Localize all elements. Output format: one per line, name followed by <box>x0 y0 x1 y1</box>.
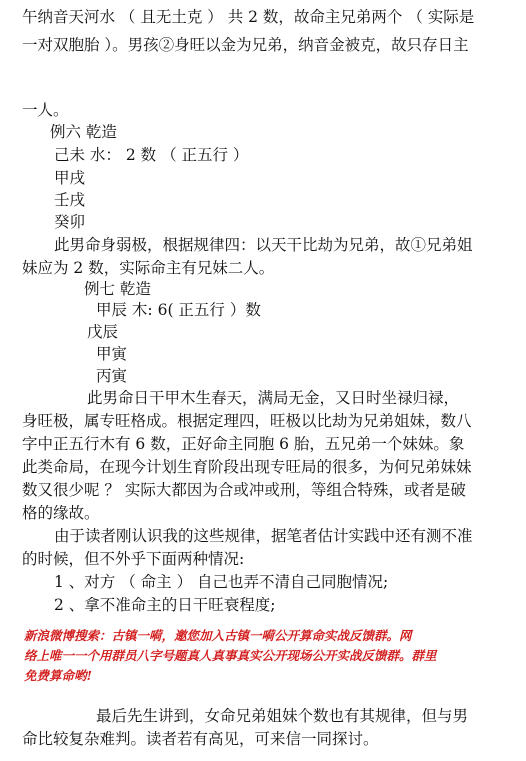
text-line-22: 由于读者刚认识我的这些规律，据笔者估计实践中还有测不准 <box>54 527 473 545</box>
text-line-20: 数又很少呢 ？ 实际大都因为合或冲或刑，等组合特殊，或者是破 <box>22 481 466 499</box>
text-line-23: 的时候，但不外乎下面两种情况: <box>22 550 245 568</box>
text-line-13: 戊辰 <box>87 323 119 341</box>
text-line-25: 2 、拿不准命主的日干旺衰程度; <box>54 596 276 614</box>
text-line-8: 癸卯 <box>54 213 86 231</box>
text-line-5: 己未 水： 2 数 （ 正五行 ） <box>54 146 249 164</box>
text-line-12: 甲辰 木: 6( 正五行 ）数 <box>96 301 261 319</box>
promo-line-1: 新浪微博搜索：古镇一嗬，邀您加入古镇一嗬公开算命实战反馈群。网 <box>24 628 412 643</box>
text-line-27: 命比较复杂难判。读者若有高见，可来信一同探讨。 <box>22 730 379 748</box>
text-line-10: 妹应为 2 数，实际命主有兄妹二人。 <box>22 259 275 277</box>
text-line-24: 1 、对方 （ 命主 ） 自己也弄不清自己同胞情况; <box>54 573 389 591</box>
text-line-11: 例七 乾造 <box>84 280 151 298</box>
text-line-16: 此男命日干甲木生春天，满局无金，又日时坐禄归禄， <box>87 389 460 407</box>
text-line-6: 甲戌 <box>54 169 86 187</box>
text-line-14: 甲寅 <box>96 345 128 363</box>
text-line-17: 身旺极，属专旺格成。根据定理四，旺极以比劫为兄弟姐妹，数八 <box>22 412 472 430</box>
text-line-1: 午纳音天河水 （ 且无土克 ） 共 2 数，故命主兄弟两个 （ 实际是 <box>22 8 475 26</box>
promo-line-3: 免费算命哟! <box>24 668 92 683</box>
text-line-9: 此男命身弱极，根据规律四：以天干比劫为兄弟，故①兄弟姐 <box>54 236 473 254</box>
promo-line-2: 络上唯一一个用群员八字号题真人真事真实公开现场公开实战反馈群。群里 <box>24 648 437 663</box>
text-line-2: 一对双胞胎 ）。男孩②身旺以金为兄弟，纳音金被克，故只存日主 <box>22 36 469 54</box>
text-line-26: 最后先生讲到，女命兄弟姐妹个数也有其规律，但与男 <box>96 707 469 725</box>
text-line-3: 一人。 <box>22 101 69 119</box>
text-line-19: 此类命局，在现今计划生育阶段出现专旺局的很多，为何兄弟妹妹 <box>22 458 472 476</box>
text-line-4: 例六 乾造 <box>50 123 117 141</box>
text-line-21: 格的缘故。 <box>22 504 100 522</box>
text-line-15: 丙寅 <box>96 367 128 385</box>
text-line-7: 壬戌 <box>54 191 86 209</box>
text-line-18: 字中正五行木有 6 数，正好命主同胞 6 胎，五兄弟一个妹妹。象 <box>22 435 465 453</box>
